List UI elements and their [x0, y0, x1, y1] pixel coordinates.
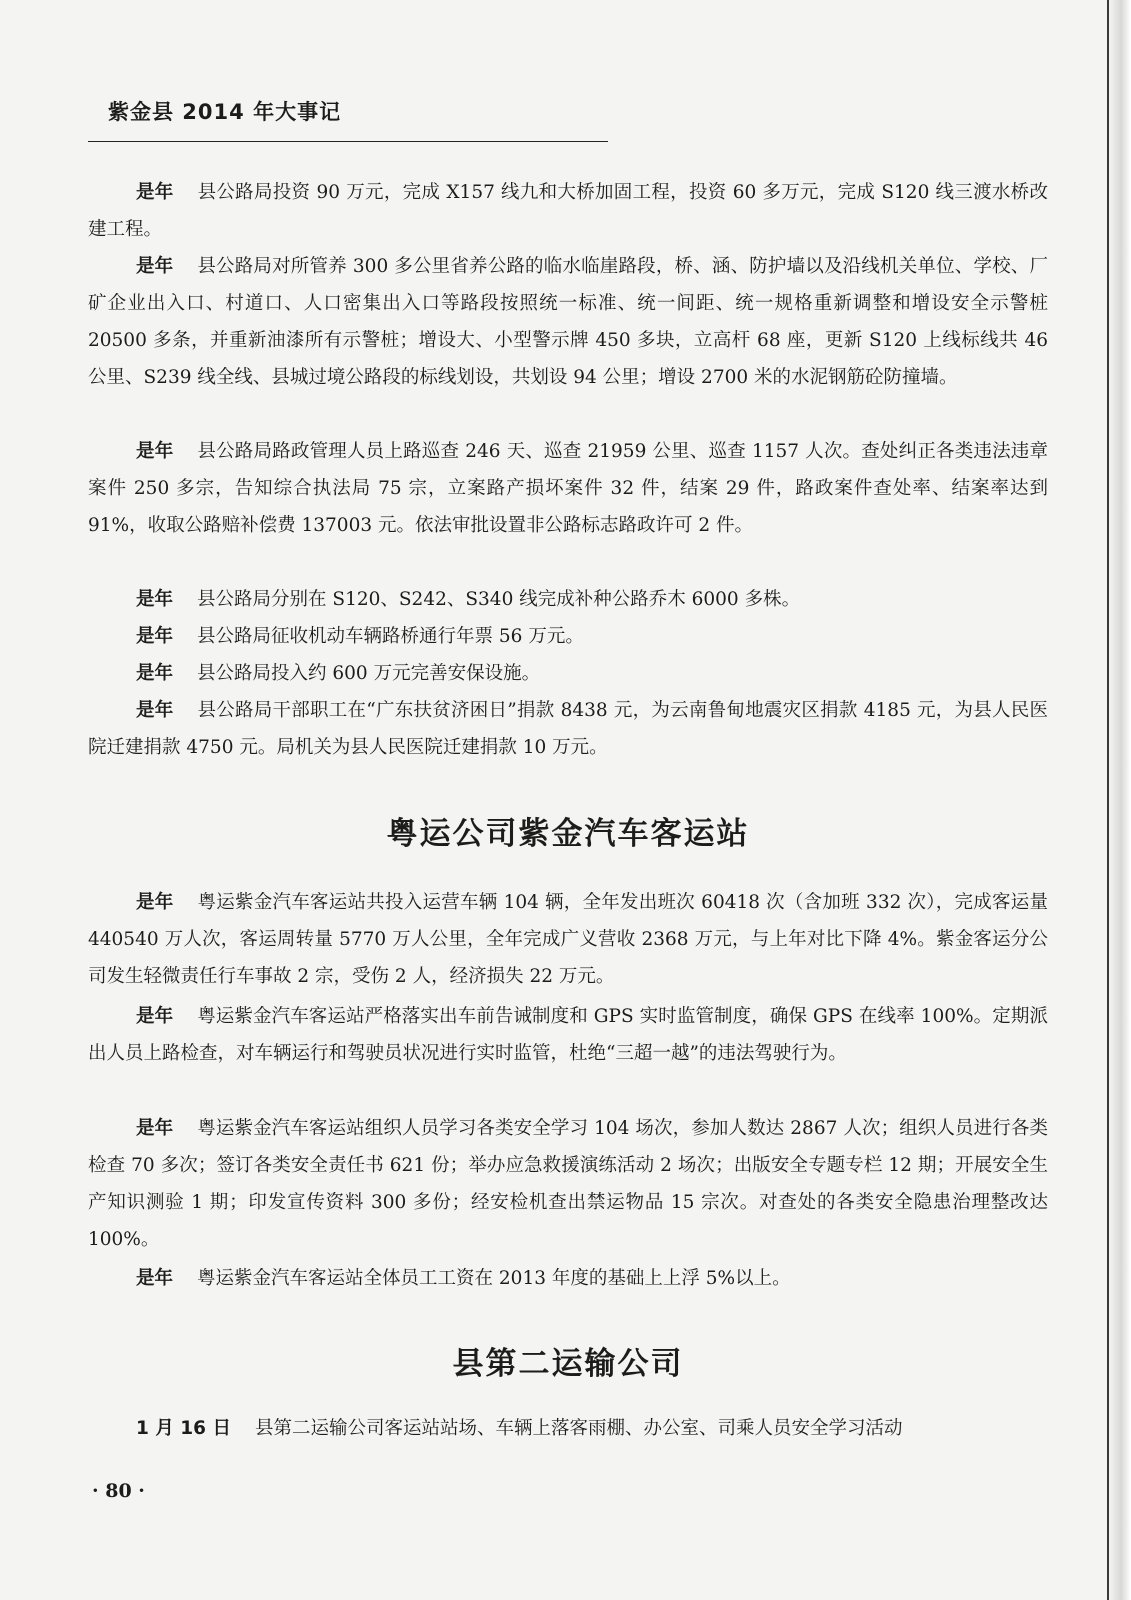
- header-rule: [88, 141, 608, 142]
- entry-paragraph: [88, 884, 1048, 995]
- entry-text: 粤运紫金汽车客运站严格落实出车前告诫制度和 GPS 实时监管制度，确保 GPS 在线率 100%。定期派出人员上路检查，对车辆运行和驾驶员状况进行实时监管，杜绝“三超一越”的违法驾驶行为。: [88, 1006, 1048, 1064]
- entry-text: 粤运紫金汽车客运站全体员工工资在 2013 年度的基础上上浮 5%以上。: [197, 1268, 791, 1289]
- entry-lead: 是年: [136, 626, 174, 647]
- entry-lead: 是年: [136, 663, 174, 684]
- entry-lead: 是年: [136, 1118, 174, 1139]
- entry-lead: 是年: [136, 182, 174, 203]
- entry-text: 县公路局征收机动车辆路桥通行年票 56 万元。: [197, 626, 584, 647]
- entry-text: 县公路局投入约 600 万元完善安保设施。: [197, 663, 541, 684]
- entry-text: 县公路局投资 90 万元，完成 X157 线九和大桥加固工程，投资 60 多万元，完成 S120 线三渡水桥改建工程。: [88, 182, 1048, 240]
- entry-text: 粤运紫金汽车客运站组织人员学习各类安全学习 104 场次，参加人数达 2867 人次；组织人员进行各类检查 70 多次；签订各类安全责任书 621 份；举办应急救援演练活动 2 场次；出版安全专题专栏 12 期；开展安全生产知识测验 1 期；印发宣传资料 300 多份；经安检机查出禁运物品 15 宗次。对查处的各类安全隐患治理整改达 100%。: [88, 1118, 1048, 1250]
- running-header: 紫金县 2014 年大事记: [108, 100, 342, 124]
- entry-paragraph: [88, 174, 1048, 248]
- entry-lead: 是年: [136, 1268, 174, 1289]
- entry-paragraph: [88, 1410, 1048, 1447]
- entry-text: 县公路局路政管理人员上路巡查 246 天、巡查 21959 公里、巡查 1157 人次。查处纠正各类违法违章案件 250 多宗，告知综合执法局 75 宗，立案路产损坏案件 32 件，结案 29 件，路政案件查处率、结案率达到 91%，收取公路赔补偿费 137003 元。依法审批设置非公路标志路政许可 2 件。: [88, 441, 1048, 536]
- entry-paragraph: [88, 1110, 1048, 1258]
- page-number: · 80 ·: [92, 1480, 145, 1502]
- entry-text: 县第二运输公司客运站站场、车辆上落客雨棚、办公室、司乘人员安全学习活动: [254, 1418, 903, 1439]
- entry-lead: 是年: [136, 441, 174, 462]
- entry-paragraph: [88, 692, 1048, 766]
- section-title: 县第二运输公司: [452, 1346, 684, 1382]
- entry-paragraph: [88, 248, 1048, 396]
- entry-lead: 1 月 16 日: [136, 1418, 231, 1439]
- entry-paragraph: [88, 433, 1048, 544]
- entry-lead: 是年: [136, 1006, 174, 1027]
- entry-paragraph: [88, 581, 1048, 618]
- entry-text: 县公路局分别在 S120、S242、S340 线完成补种公路乔木 6000 多株。: [197, 589, 801, 610]
- entry-lead: 是年: [136, 892, 174, 913]
- entry-lead: 是年: [136, 589, 174, 610]
- entry-paragraph: [88, 655, 1048, 692]
- entry-lead: 是年: [136, 700, 174, 721]
- entry-paragraph: [88, 618, 1048, 655]
- entry-text: 县公路局干部职工在“广东扶贫济困日”捐款 8438 元，为云南鲁甸地震灾区捐款 4185 元，为县人民医院迁建捐款 4750 元。局机关为县人民医院迁建捐款 10 万元。: [88, 700, 1048, 758]
- entry-text: 粤运紫金汽车客运站共投入运营车辆 104 辆，全年发出班次 60418 次（含加班 332 次），完成客运量 440540 万人次，客运周转量 5770 万人公里，全年完成广义营收 2368 万元，与上年对比下降 4%。紫金客运分公司发生轻微责任行车事故 2 宗，受伤 2 人，经济损失 22 万元。: [88, 892, 1048, 987]
- entry-text: 县公路局对所管养 300 多公里省养公路的临水临崖路段，桥、涵、防护墙以及沿线机关单位、学校、厂矿企业出入口、村道口、人口密集出入口等路段按照统一标准、统一间距、统一规格重新调整和增设安全示警桩 20500 多条，并重新油漆所有示警桩；增设大、小型警示牌 450 多块，立高杆 68 座，更新 S120 上线标线共 46 公里、S239 线全线、县城过境公路段的标线划设，共划设 94 公里；增设 2700 米的水泥钢筋砼防撞墙。: [88, 256, 1048, 388]
- entry-lead: 是年: [136, 256, 174, 277]
- entry-paragraph: [88, 1260, 1048, 1297]
- section-title: 粤运公司紫金汽车客运站: [386, 816, 750, 852]
- page-edge-shadow: [1107, 0, 1131, 1600]
- entry-paragraph: [88, 998, 1048, 1072]
